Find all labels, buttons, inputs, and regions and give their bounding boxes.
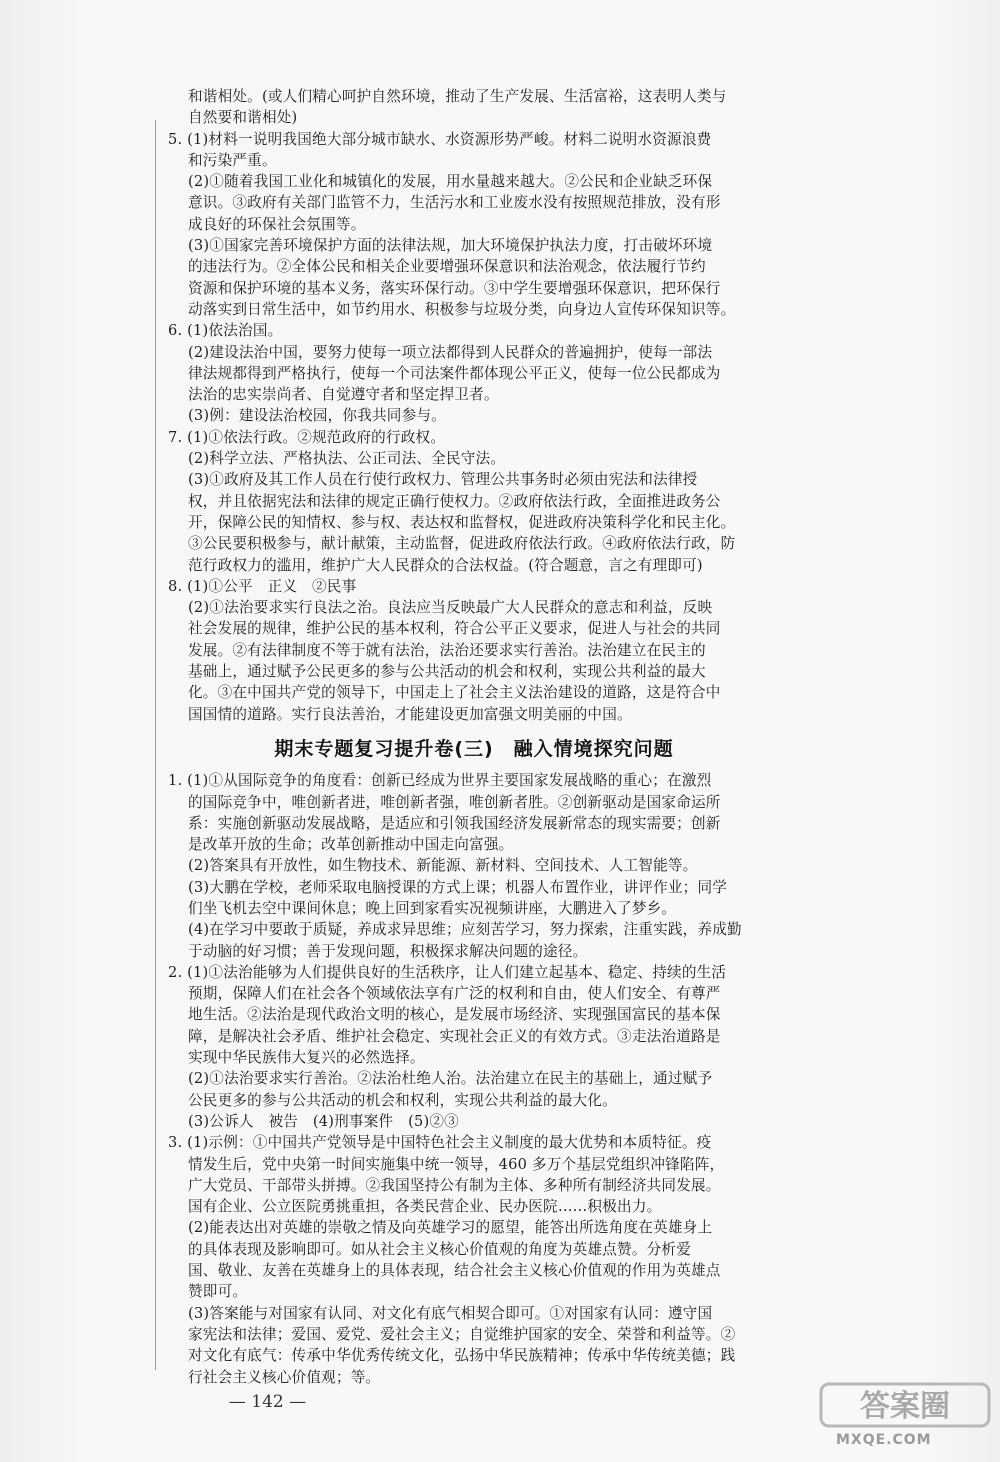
- text-line: (2)科学立法、严格执法、公正司法、全民守法。: [188, 450, 506, 468]
- answer-content: [168, 86, 780, 1388]
- text-line: 8. (1)①公平 正义 ②民事: [168, 577, 357, 595]
- binding-margin-line: [155, 120, 156, 1370]
- text-line: 地生活。②法治是现代政治文明的核心，是发展市场经济、实现强国富民的基本保: [188, 1006, 721, 1024]
- text-line: 律法规都得到严格执行，使每一个司法案件都体现公平正义，使每一位公民都成为: [188, 364, 721, 382]
- text-line: 情发生后，党中央第一时间实施集中统一领导，460 多万个基层党组织冲锋陷阵，: [188, 1155, 725, 1173]
- text-line: 障，是解决社会矛盾、维护社会稳定、实现社会正义的有效方式。③走法治道路是: [188, 1027, 721, 1045]
- text-line: 1. (1)①从国际竞争的角度看：创新已经成为世界主要国家发展战略的重心；在激烈: [168, 772, 712, 790]
- text-line: (2)①法治要求实行良法之治。良法应当反映最广大人民群众的意志和利益，反映: [188, 599, 713, 617]
- text-line: 权，并且依据宪法和法律的规定正确行使权力。②政府依法行政，全面推进政务公: [188, 492, 721, 510]
- text-line: 化。③在中国共产党的领导下，中国走上了社会主义法治建设的道路，这是符合中: [188, 684, 721, 702]
- text-line: (2)答案具有开放性，如生物技术、新能源、新材料、空间技术、人工智能等。: [188, 857, 698, 875]
- text-line: (3)大鹏在学校，老师采取电脑授课的方式上课；机器人布置作业，讲评作业；同学: [188, 878, 728, 896]
- text-line: 的违法行为。②全体公民和相关企业要增强环保意识和法治观念，依法履行节约: [188, 258, 706, 276]
- page-number: — 142 —: [228, 1392, 307, 1412]
- text-line: 们坐飞机去空中课间休息；晚上回到家看实况视频讲座，大鹏进入了梦乡。: [188, 899, 677, 917]
- text-line: 国国情的道路。实行良法善治，才能建设更加富强文明美丽的中国。: [188, 705, 632, 723]
- text-line: (3)公诉人 被告 (4)刑事案件 (5)②③: [188, 1112, 459, 1130]
- text-line: 赞即可。: [188, 1283, 248, 1301]
- watermark-url: MXQE.COM: [836, 1432, 932, 1448]
- text-line: 5. (1)材料一说明我国绝大部分城市缺水、水资源形势严峻。材料二说明水资源浪费: [168, 130, 712, 148]
- text-line: ③公民要积极参与，献计献策，主动监督，促进政府依法行政。④政府依法行政，防: [188, 535, 736, 553]
- text-line: 7. (1)①依法行政。②规范政府的行政权。: [168, 428, 446, 446]
- text-line: 国、敬业、友善在英雄身上的具体表现，结合社会主义核心价值观的作用为英雄点: [188, 1262, 721, 1280]
- text-line: (2)能表达出对英雄的崇敬之情及向英雄学习的愿望，能答出所选角度在英雄身上: [188, 1219, 713, 1237]
- text-line: 的国际竞争中，唯创新者进，唯创新者强，唯创新者胜。②创新驱动是国家命运所: [188, 793, 721, 811]
- text-line: (2)建设法治中国，要努力使每一项立法都得到人民群众的普遍拥护，使每一部法: [188, 343, 713, 361]
- text-line: 家宪法和法律；爱国、爱党、爱社会主义；自觉维护国家的安全、荣誉和利益等。②: [188, 1325, 736, 1343]
- text-line: 6. (1)依法治国。: [168, 322, 283, 340]
- text-line: 对文化有底气：传承中华优秀传统文化，弘扬中华民族精神；传承中华传统美德；践: [188, 1347, 736, 1365]
- text-line: 国有企业、公立医院勇挑重担，各类民营企业、民办医院……积极出力。: [188, 1198, 662, 1216]
- text-line: 社会发展的规律，维护公民的基本权利，符合公平正义要求，促进人与社会的共同: [188, 620, 721, 638]
- text-line: 2. (1)①法治能够为人们提供良好的生活秩序，让人们建立起基本、稳定、持续的生活: [168, 963, 727, 981]
- text-line: 发展。②有法律制度不等于就有法治，法治还要求实行善治。法治建立在民主的: [188, 641, 706, 659]
- text-line: 动落实到日常生活中，如节约用水、积极参与垃圾分类，向身边人宣传环保知识等。: [188, 300, 736, 318]
- text-line: 和污染严重。: [188, 151, 277, 169]
- text-line: (2)①法治要求实行善治。②法治杜绝人治。法治建立在民主的基础上，通过赋予: [188, 1070, 713, 1088]
- text-line: 意识。③政府有关部门监管不力，生活污水和工业废水没有按照规范排放，没有形: [188, 194, 721, 212]
- text-line: 3. (1)示例：①中国共产党领导是中国特色社会主义制度的最大优势和本质特征。疫: [168, 1134, 712, 1152]
- text-line: (4)在学习中要敢于质疑，养成求异思维；应刻苦学习，努力探索，注重实践，养成勤: [188, 921, 742, 939]
- text-line: 是改革开放的生命；改革创新推动中国走向富强。: [188, 836, 514, 854]
- watermark-title: 答案圈: [860, 1389, 950, 1424]
- text-line: (3)①政府及其工作人员在行使行政权力、管理公共事务时必须由宪法和法律授: [188, 471, 698, 489]
- text-line: 实现中华民族伟大复兴的必然选择。: [188, 1049, 425, 1067]
- answers-block-bottom: [168, 770, 780, 1388]
- text-line: 系：实施创新驱动发展战略，是适应和引领我国经济发展新常态的现实需要；创新: [188, 814, 721, 832]
- text-line: 公民更多的参与公共活动的机会和权利，实现公共利益的最大化。: [188, 1091, 618, 1109]
- text-line: 和谐相处。(或人们精心呵护自然环境，推动了生产发展、生活富裕，这表明人类与: [188, 88, 727, 105]
- text-line: (3)①国家完善环境保护方面的法律法规，加大环境保护执法力度，打击破坏环境: [188, 237, 713, 255]
- text-line: 范行政权力的滥用，维护广大人民群众的合法权益。(符合题意，言之有理即可): [188, 556, 703, 574]
- text-line: 开，保障公民的知情权、参与权、表达权和监督权，促进政府决策科学化和民主化。: [188, 513, 736, 531]
- text-line: 资源和保护环境的基本义务，落实环保行动。③中学生要增强环保意识，把环保行: [188, 279, 721, 297]
- text-line: 自然要和谐相处): [188, 109, 298, 127]
- text-line: (3)答案能与对国家有认同、对文化有底气相契合即可。①对国家有认同：遵守国: [188, 1304, 713, 1322]
- text-line: 成良好的环保社会氛围等。: [188, 215, 366, 233]
- text-line: 于动脑的好习惯；善于发现问题，积极探求解决问题的途径。: [188, 942, 588, 960]
- text-line: 的具体表现及影响即可。如从社会主义核心价值观的角度为英雄点赞。分析爱: [188, 1240, 691, 1258]
- text-line: 法治的忠实崇尚者、自觉遵守者和坚定捍卫者。: [188, 386, 499, 404]
- watermark-logo: [815, 1380, 995, 1460]
- text-line: 预期，保障人们在社会各个领域依法享有广泛的权利和自由，使人们安全、有尊严: [188, 985, 721, 1003]
- text-line: 基础上，通过赋予公民更多的参与公共活动的机会和权利，实现公共利益的最大: [188, 663, 706, 681]
- answers-block-top: [168, 86, 780, 725]
- section-title: 期末专题复习提升卷(三) 融入情境探究问题: [274, 737, 674, 760]
- text-line: 行社会主义核心价值观；等。: [188, 1368, 381, 1386]
- text-line: 广大党员、干部带头拼搏。②我国坚持公有制为主体、多种所有制经济共同发展。: [188, 1176, 721, 1194]
- text-line: (2)①随着我国工业化和城镇化的发展，用水量越来越大。②公民和企业缺乏环保: [188, 173, 713, 191]
- text-line: (3)例：建设法治校园，你我共同参与。: [188, 407, 446, 425]
